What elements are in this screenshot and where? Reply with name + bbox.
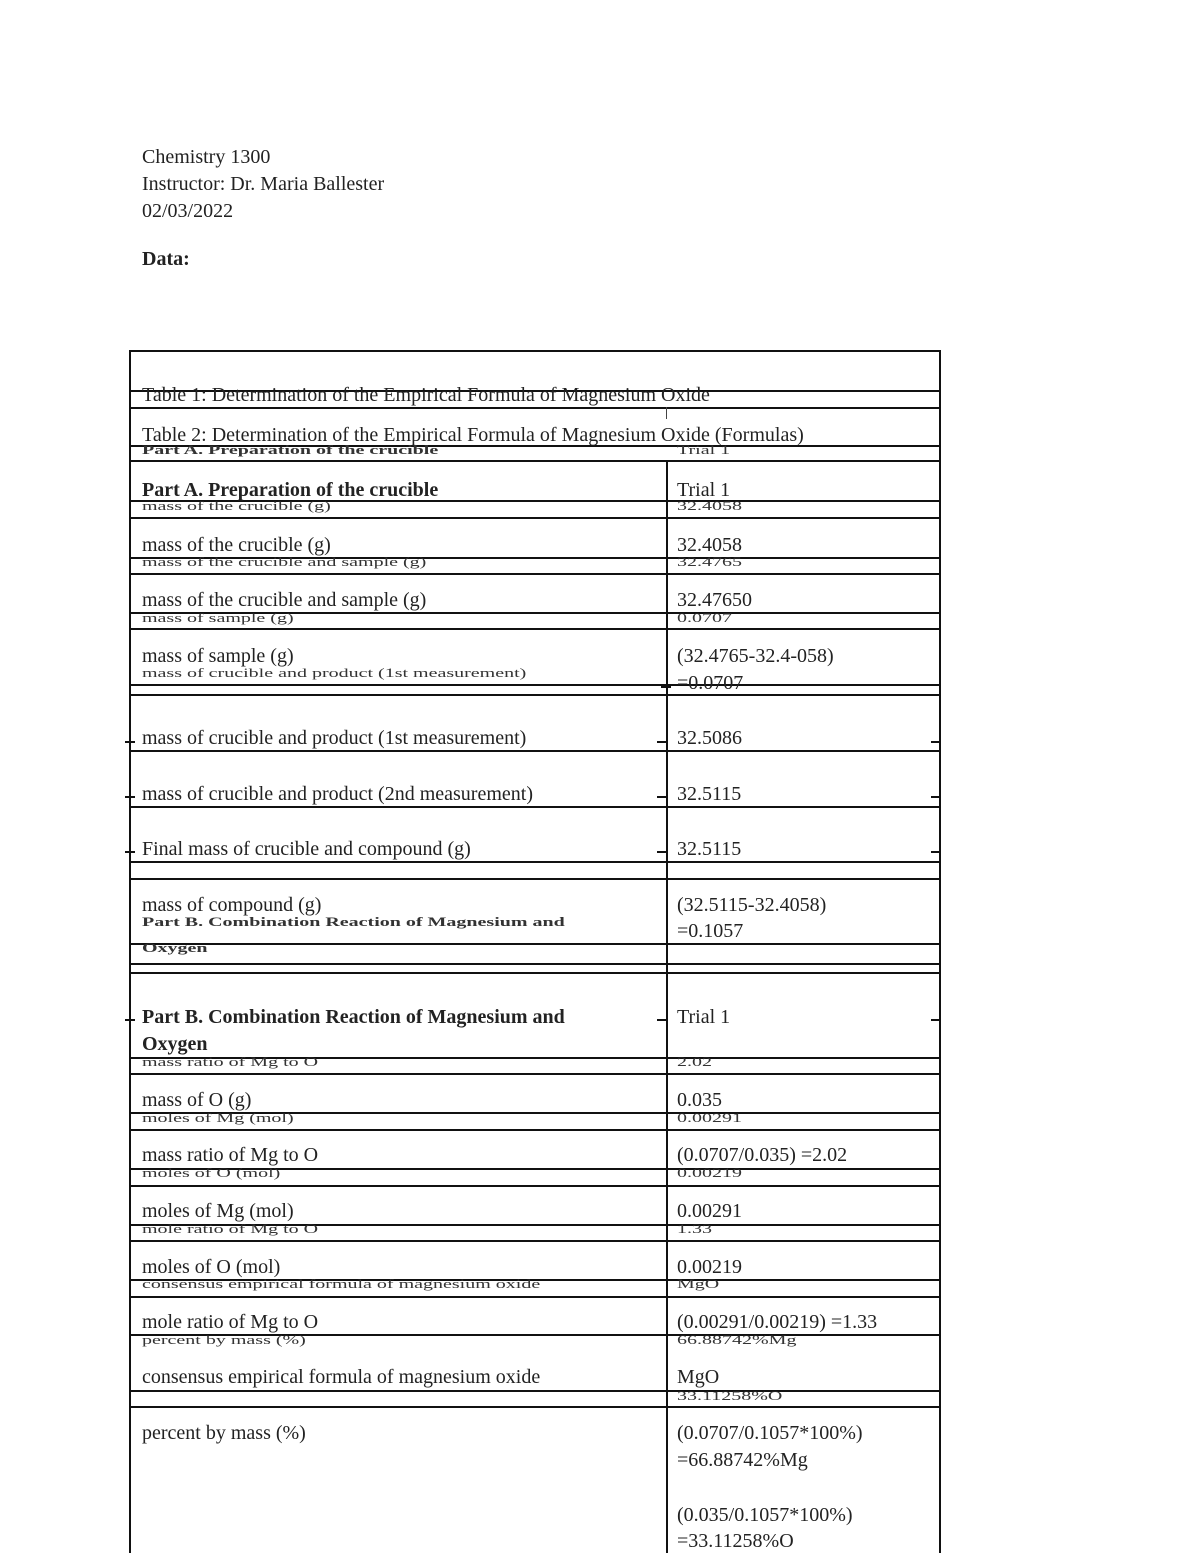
ghost-label: moles of Mg (mol) (142, 1111, 294, 1125)
row-label-mass-ratio: mass ratio of Mg to O (142, 1144, 319, 1166)
row-label-final-mass: Final mass of crucible and compound (g) (142, 838, 471, 860)
row-value-percent-mass-mg: =66.88742%Mg (677, 1449, 808, 1471)
ghost-part-b-heading-2: Oxygen (142, 941, 208, 955)
row-label-moles-mg: moles of Mg (mol) (142, 1200, 294, 1222)
course-name: Chemistry 1300 (142, 146, 271, 168)
ghost-label: moles of O (mol) (142, 1166, 281, 1180)
part-b-trial: Trial 1 (677, 1006, 731, 1028)
ghost-label: consensus empirical formula of magnesium oxide (142, 1277, 541, 1291)
row-value-percent-mass-1: (0.0707/0.1057*100%) (677, 1422, 863, 1444)
row-value-crucible-sample: 32.47650 (677, 589, 752, 611)
ghost-value: 32.4058 (677, 499, 742, 513)
ghost-part-b-heading: Part B. Combination Reaction of Magnesium and (142, 915, 565, 929)
row-value-percent-mass-o: =33.11258%O (677, 1530, 794, 1552)
row-value-moles-mg: 0.00291 (677, 1200, 742, 1222)
part-b-heading: Part B. Combination Reaction of Magnesium and (142, 1006, 565, 1028)
row-label-mole-ratio: mole ratio of Mg to O (142, 1311, 319, 1333)
row-value-mole-ratio: (0.00291/0.00219) =1.33 (677, 1311, 878, 1333)
row-label-product-2nd: mass of crucible and product (2nd measurement) (142, 783, 533, 805)
row-value-final-mass: 32.5115 (677, 838, 742, 860)
row-value-sample-mass: (32.4765-32.4-058) (677, 645, 834, 667)
part-b-heading-line2: Oxygen (142, 1033, 208, 1055)
ghost-part-a-trial: Trial 1 (677, 443, 731, 457)
ghost-value: 0.00219 (677, 1166, 742, 1180)
row-label-empirical-formula: consensus empirical formula of magnesium oxide (142, 1366, 541, 1388)
ghost-value: MgO (677, 1277, 720, 1291)
row-value-moles-o: 0.00219 (677, 1256, 742, 1278)
row-label-compound-mass: mass of compound (g) (142, 894, 322, 916)
table1-title: Table 1: Determination of the Empirical Formula of Magnesium Oxide (142, 384, 710, 406)
data-heading: Data: (142, 248, 190, 270)
ghost-label: mass of sample (g) (142, 611, 294, 625)
row-value-empirical-formula: MgO (677, 1366, 720, 1388)
ghost-label: mole ratio of Mg to O (142, 1222, 319, 1236)
ghost-value: 32.4765 (677, 555, 742, 569)
row-label-percent-mass: percent by mass (%) (142, 1422, 306, 1444)
ghost-value: 66.88742%Mg (677, 1333, 797, 1347)
ghost-part-a-heading: Part A. Preparation of the crucible (142, 443, 439, 457)
row-value-mass-ratio: (0.0707/0.035) =2.02 (677, 1144, 848, 1166)
row-value-compound-mass: (32.5115-32.4058) (677, 894, 827, 916)
row-label-crucible-sample: mass of the crucible and sample (g) (142, 589, 427, 611)
row-value-compound-mass-result: =0.1057 (677, 920, 744, 942)
row-label-product-1st: mass of crucible and product (1st measurement) (142, 727, 527, 749)
data-table (129, 350, 941, 1553)
ghost-value: 2.02 (677, 1055, 712, 1069)
row-value-product-1st: 32.5086 (677, 727, 742, 749)
row-value-percent-mass-2: (0.035/0.1057*100%) (677, 1504, 853, 1526)
report-date: 02/03/2022 (142, 200, 234, 222)
ghost-label: mass of the crucible and sample (g) (142, 555, 427, 569)
row-label-moles-o: moles of O (mol) (142, 1256, 281, 1278)
part-a-heading: Part A. Preparation of the crucible (142, 479, 439, 501)
row-value-crucible-mass: 32.4058 (677, 534, 742, 556)
ghost-value: 33.11258%O (677, 1389, 783, 1403)
ghost-label: mass of crucible and product (1st measurement) (142, 666, 527, 680)
row-label-sample-mass: mass of sample (g) (142, 645, 294, 667)
ghost-value: 0.00291 (677, 1111, 742, 1125)
part-a-trial: Trial 1 (677, 479, 731, 501)
row-label-oxygen-mass: mass of O (g) (142, 1089, 252, 1111)
row-label-crucible-mass: mass of the crucible (g) (142, 534, 331, 556)
table2-title: Table 2: Determination of the Empirical Formula of Magnesium Oxide (Formulas) (142, 424, 804, 446)
row-value-sample-mass-result: =0.0707 (677, 672, 744, 694)
document-header (142, 144, 384, 225)
ghost-label: mass ratio of Mg to O (142, 1055, 319, 1069)
row-value-product-2nd: 32.5115 (677, 783, 742, 805)
ghost-label: percent by mass (%) (142, 1333, 306, 1347)
instructor-name: Instructor: Dr. Maria Ballester (142, 173, 385, 195)
ghost-label: mass of the crucible (g) (142, 499, 331, 513)
row-value-oxygen-mass: 0.035 (677, 1089, 722, 1111)
ghost-value: 0.0707 (677, 611, 732, 625)
ghost-value: 1.33 (677, 1222, 712, 1236)
